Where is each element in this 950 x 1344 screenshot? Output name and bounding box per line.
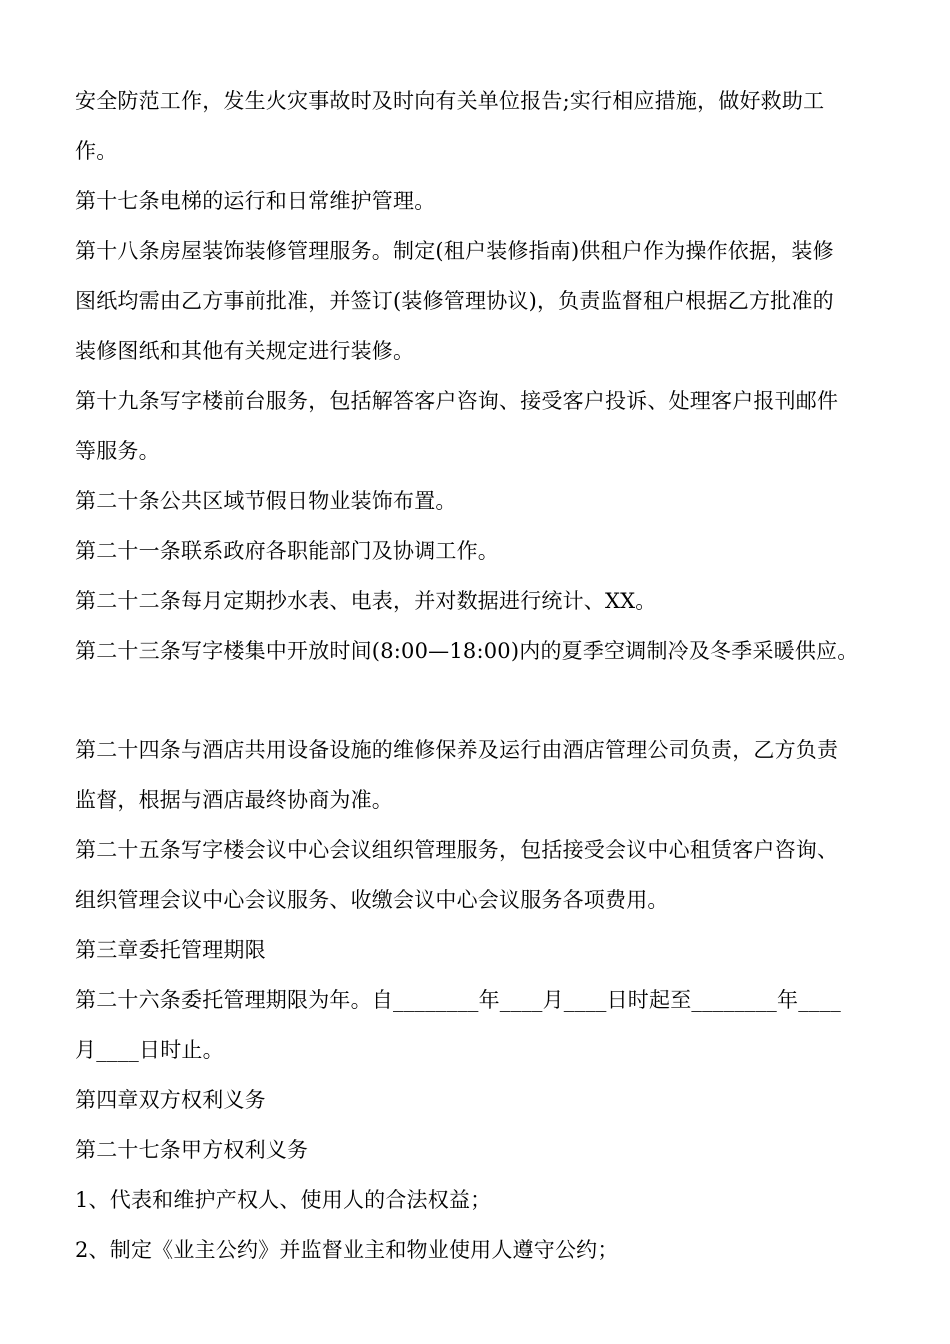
article-25: 第二十五条写字楼会议中心会议组织管理服务，包括接受会议中心租赁客户咨询、 xyxy=(75,838,839,862)
text-line: 月____日时止。 xyxy=(75,1038,224,1062)
paragraph-gap xyxy=(75,676,895,725)
document-page xyxy=(75,76,895,1275)
text-line: 组织管理会议中心会议服务、收缴会议中心会议服务各项费用。 xyxy=(75,888,669,912)
article-27: 第二十七条甲方权利义务 xyxy=(75,1138,309,1162)
text-line: 监督，根据与酒店最终协商为准。 xyxy=(75,788,393,812)
text-line: 等服务。 xyxy=(75,439,160,463)
text-line: 图纸均需由乙方事前批准，并签订(装修管理协议)，负责监督租户根据乙方批准的 xyxy=(75,289,834,313)
text-line: 装修图纸和其他有关规定进行装修。 xyxy=(75,339,415,363)
article-21: 第二十一条联系政府各职能部门及协调工作。 xyxy=(75,539,499,563)
list-item: 2、制定《业主公约》并监督业主和物业使用人遵守公约； xyxy=(75,1238,619,1262)
article-18: 第十八条房屋装饰装修管理服务。制定(租户装修指南)供租户作为操作依据，装修 xyxy=(75,239,834,263)
article-19: 第十九条写字楼前台服务，包括解答客户咨询、接受客户投诉、处理客户报刊邮件 xyxy=(75,389,839,413)
text-line: 安全防范工作，发生火灾事故时及时向有关单位报告;实行相应措施，做好救助工 xyxy=(75,89,825,113)
chapter-4-heading: 第四章双方权利义务 xyxy=(75,1088,266,1112)
article-17: 第十七条电梯的运行和日常维护管理。 xyxy=(75,189,436,213)
article-24: 第二十四条与酒店共用设备设施的维修保养及运行由酒店管理公司负责，乙方负责 xyxy=(75,738,839,762)
list-item: 1、代表和维护产权人、使用人的合法权益； xyxy=(75,1188,492,1212)
text-line: 作。 xyxy=(75,139,118,163)
chapter-3-heading: 第三章委托管理期限 xyxy=(75,938,266,962)
article-23: 第二十三条写字楼集中开放时间(8:00—18:00)内的夏季空调制冷及冬季采暖供应。 xyxy=(75,639,859,663)
article-26: 第二十六条委托管理期限为年。自________年____月____日时起至________年____ xyxy=(75,988,841,1012)
article-22: 第二十二条每月定期抄水表、电表，并对数据进行统计、XX。 xyxy=(75,589,657,613)
article-20: 第二十条公共区域节假日物业装饰布置。 xyxy=(75,489,457,513)
